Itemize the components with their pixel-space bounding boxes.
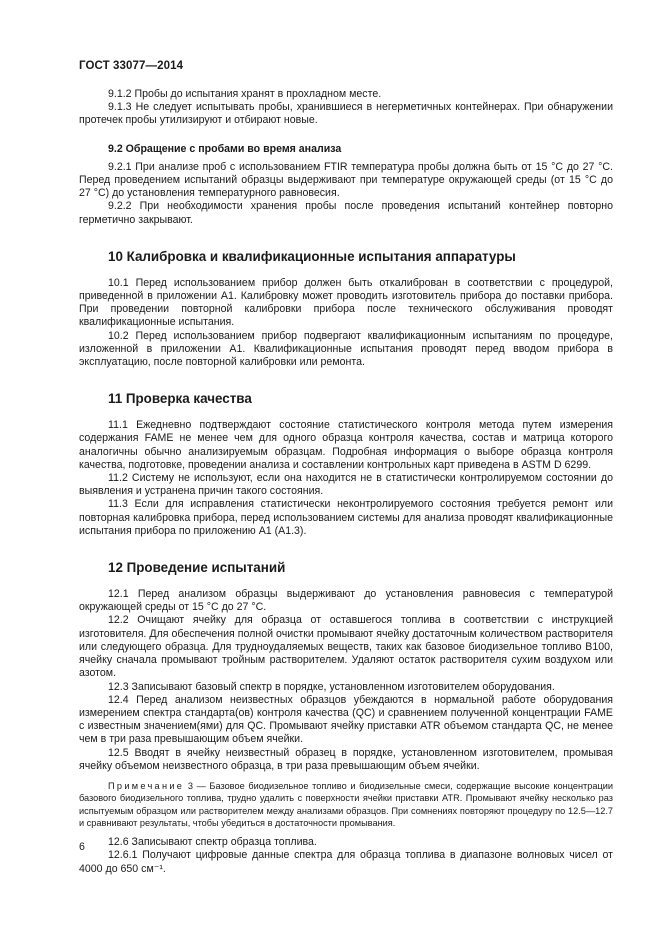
note-text: 3 — Базовое биодизельное топливо и биодизельные смеси, содержащие высокие концентрации базового биодизельного топлива, трудно удалить с поверхности ячейки приставки ATR. Промывают ячейку несколько раз испытуемым образцом или растворителем между анализами образцов. При сомнениях повторяют процедуру по 12.5—12.7 и сравнивают результаты, чтобы убедиться в достаточности промывания. [79,780,613,828]
note-label: Примечание [108,780,185,791]
paragraph-9-1-2: 9.1.2 Пробы до испытания хранят в прохладном месте. [108,88,382,100]
paragraph-10-1: 10.1 Перед использованием прибор должен быть откалиброван в соответствии с процедурой, приведенной в приложении А1. Калибровку может проводить изготовитель прибора до поставки прибора. При проведении повторной калибровки прибора после технического обслуживания проводят квалификационные испытания. [79,276,613,329]
paragraph-12-3: 12.3 Записывают базовый спектр в порядке, установленном изготовителем оборудования. [108,680,555,693]
paragraph-11-1: 11.1 Ежедневно подтверждают состояние статистического контроля метода путем измерения содержания FAME не менее чем для одного образца контроля качества, состав и матрица которого аналогичны обычно анализируемым образцам. Подробная информация о выборе образца контроля качества, подготовке, проведении анализа и составлении контрольных карт приведена в ASTM D 6299. [79,419,613,471]
note-3 [79,780,613,829]
standard-header: ГОСТ 33077—2014 [79,60,184,72]
document-body [79,88,613,876]
subsection-heading-9-2: 9.2 Обращение с пробами во время анализа [108,142,342,155]
paragraph-12-2: 12.2 Очищают ячейку для образца от оставшегося топлива в соответствии с инструкцией изготовителя. Для обеспечения полной очистки промывают ячейку достаточным количеством растворителя или следующего образца. Для трудноудаляемых веществ, таких как базовое биодизельное топливо В100, ячейку сначала промывают тройным растворителем. Удаляют остаток растворителя сухим воздухом или азотом. [79,614,613,680]
paragraph-9-2-2: 9.2.2 При необходимости хранения пробы после проведения испытаний контейнер повторно герметично закрывают. [79,200,613,226]
paragraph-10-2: 10.2 Перед использованием прибор подвергают квалификационным испытаниям по процедуре, изложенной в приложении А1. Квалификационные испытания проводят перед вводом прибора в эксплуатацию, после повторной калибровки или ремонта. [79,329,613,369]
paragraph-12-1: 12.1 Перед анализом образцы выдерживают до установления равновесия с температурой окружающей среды от 15 °С до 27 °С. [79,588,613,614]
paragraph-12-6: 12.6 Записывают спектр образца топлива. [108,836,317,849]
paragraph-9-2-1: 9.2.1 При анализе проб с использованием FTIR температура пробы должна быть от 15 °С до 27 °С. Перед проведением испытаний образцы выдерживают при температуре окружающей среды (от 15 °С до 27 °С) до установления температурного равновесия. [79,160,613,200]
section-heading-11: 11 Проверка качества [108,391,252,407]
section-heading-10: 10 Калибровка и квалификационные испытания аппаратуры [108,248,516,264]
paragraph-9-1-3: 9.1.3 Не следует испытывать пробы, хранившиеся в негерметичных контейнерах. При обнаружении протечек пробы утилизируют и отбирают новые. [79,101,613,127]
paragraph-11-3: 11.3 Если для исправления статистически неконтролируемого состояния требуется ремонт или повторная калибровка прибора, перед использованием системы для анализа проводят квалификационные испытания прибора по приложению А1 (А1.3). [79,498,613,537]
paragraph-12-5: 12.5 Вводят в ячейку неизвестный образец в порядке, установленном изготовителем, промывая ячейку объемом неизвестного образца, в три раза превышающим объем ячейки. [79,746,613,772]
paragraph-11-2: 11.2 Систему не используют, если она находится не в статистически контролируемом состоянии до выявления и устранена причин такого состояния. [79,472,613,498]
paragraph-12-4: 12.4 Перед анализом неизвестных образцов убеждаются в нормальной работе оборудования измерением спектра стандарта(ов) контроля качества (QC) и сравнением полученной концентрации FAME с известным значением(ями) для QC. Промывают ячейку приставки ATR объемом стандарта QC, не менее чем в три раза превышающим объем ячейки. [79,693,613,746]
paragraph-12-6-1: 12.6.1 Получают цифровые данные спектра для образца топлива в диапазоне волновых чисел от 4000 до 650 см⁻¹. [79,849,613,875]
page-number: 6 [79,841,85,853]
section-heading-12: 12 Проведение испытаний [108,560,286,576]
